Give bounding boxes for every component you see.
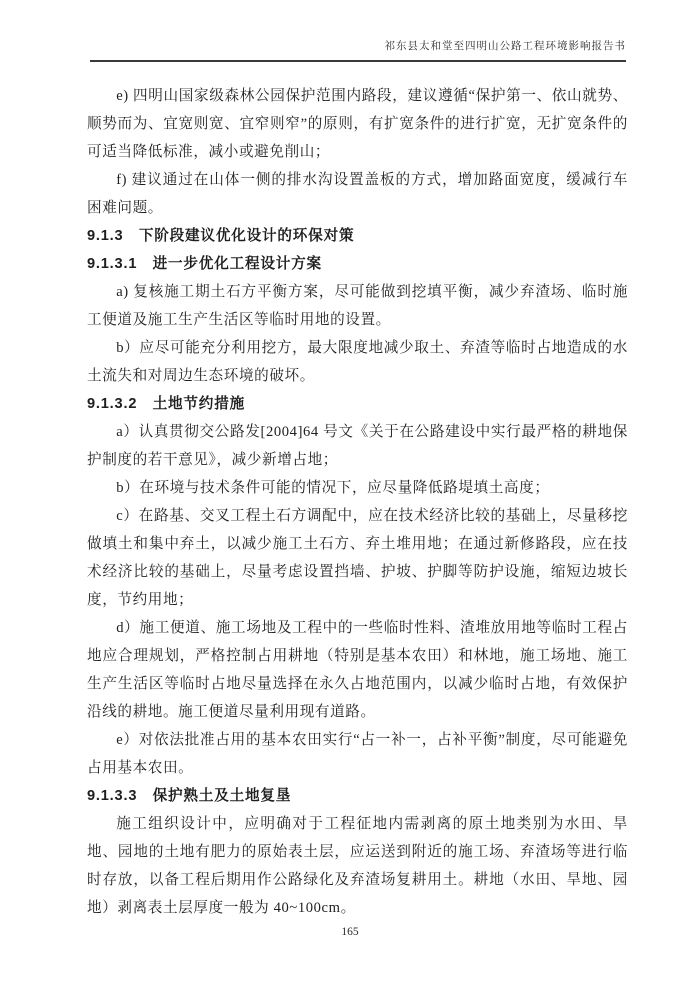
document-body: [87, 82, 628, 922]
section-heading-9-1-3-2: 9.1.3.2 土地节约措施: [87, 396, 245, 412]
paragraph-item-e2: e）对依法批准占用的基本农田实行“占一补一，占补平衡”制度，尽可能避免占用基本农田。: [87, 732, 628, 776]
section-heading-9-1-3-1: 9.1.3.1 进一步优化工程设计方案: [87, 256, 322, 272]
paragraph-item-f: f) 建议通过在山体一侧的排水沟设置盖板的方式，增加路面宽度，缓减行车困难问题。: [87, 172, 628, 216]
paragraph-item-b2: b）在环境与技术条件可能的情况下，应尽量降低路堤填土高度；: [116, 480, 550, 496]
paragraph-item-a2: a）认真贯彻交公路发[2004]64 号文《关于在公路建设中实行最严格的耕地保护制度的若干意见》，减少新增占地；: [87, 424, 628, 468]
section-heading-9-1-3: 9.1.3 下阶段建议优化设计的环保对策: [87, 228, 355, 244]
running-header: 祁东县太和堂至四明山公路工程环境影响报告书: [90, 40, 626, 62]
paragraph-item-c: c）在路基、交叉工程土石方调配中，应在技术经济比较的基础上，尽量移挖做填土和集中弃土，以减少施工土石方、弃土堆用地；在通过新修路段，应在技术经济比较的基础上，尽量考虑设置挡墙、护坡、护脚等防护设施，缩短边坡长度，节约用地；: [87, 508, 628, 608]
section-heading-9-1-3-3: 9.1.3.3 保护熟土及土地复垦: [87, 788, 292, 804]
paragraph-item-e: e) 四明山国家级森林公园保护范围内路段，建议遵循“保护第一、依山就势、顺势而为、宜宽则宽、宜窄则窄”的原则，有扩宽条件的进行扩宽，无扩宽条件的可适当降低标准，减小或避免削山；: [87, 88, 628, 160]
page-number: 165: [341, 926, 359, 938]
paragraph-final: 施工组织设计中，应明确对于工程征地内需剥离的原土地类别为水田、旱地、园地的土地有肥力的原始表土层，应运送到附近的施工场、弃渣场等进行临时存放，以备工程后期用作公路绿化及弃渣场复耕用土。耕地（水田、旱地、园地）剥离表土层厚度一般为 40~100cm。: [87, 816, 628, 916]
paragraph-item-d: d）施工便道、施工场地及工程中的一些临时性料、渣堆放用地等临时工程占地应合理规划，严格控制占用耕地（特别是基本农田）和林地，施工场地、施工生产生活区等临时占地尽量选择在永久占地范围内，以减少临时占地，有效保护沿线的耕地。施工便道尽量利用现有道路。: [87, 620, 628, 720]
paragraph-item-b1: b）应尽可能充分利用挖方，最大限度地减少取土、弃渣等临时占地造成的水土流失和对周边生态环境的破坏。: [87, 340, 628, 384]
paragraph-item-a1: a) 复核施工期土石方平衡方案，尽可能做到挖填平衡，减少弃渣场、临时施工便道及施工生产生活区等临时用地的设置。: [87, 284, 628, 328]
